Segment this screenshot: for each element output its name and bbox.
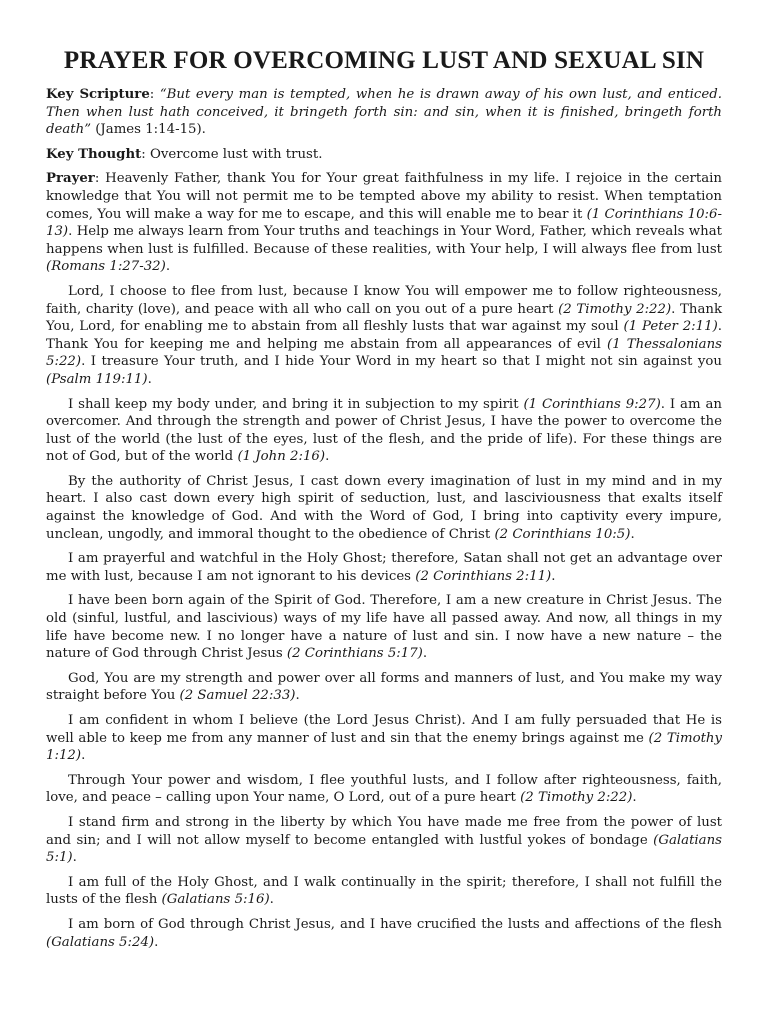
paragraph-text: Through Your power and wisdom, I flee youthful lusts, and I follow after righteousness, faith, love, and peace – calling upon Your name, O Lord, out of a pure heart — [46, 772, 722, 806]
prayer-paragraph-2 — [46, 283, 722, 389]
paragraph-text: I am born of God through Christ Jesus, and I have crucified the lusts and affections of the flesh — [68, 916, 722, 932]
scripture-reference: (2 Corinthians 10:5) — [494, 526, 631, 542]
prayer-paragraph-11 — [46, 874, 722, 909]
paragraph-text: . — [422, 646, 428, 662]
scripture-reference: (Galatians 5:24) — [46, 934, 155, 950]
paragraph-text: . I treasure Your truth, and I hide Your Word in my heart so that I might not sin against you — [81, 354, 722, 370]
prayer-paragraph-3 — [46, 396, 722, 466]
prayer-paragraph-7 — [46, 670, 722, 705]
prayer-paragraph-1: Prayer: Heavenly Father, thank You for Your great faithfulness in my life. I rejoice in the certain knowledge that You will not permit me to be tempted above my ability to resist. When temptation comes, You will make a way for me to escape, and this will enable me to bear it (1 Corinthians 10:6-13). Help me always learn from Your truths and teachings in Your Word, Father, which reveals what happens when lust is fulfilled. Because of these realities, with Your help, I will always flee from lust (Romans 1:27-32). — [46, 171, 722, 275]
paragraph-text: Heavenly Father, thank You for Your great faithfulness in my life. I rejoice in the certain knowledge that You will not permit me to be tempted above my ability to resist. When temptation comes, You will make a way for me to escape, and this will enable me to bear it — [46, 171, 722, 222]
prayer-label: Prayer — [46, 171, 95, 187]
scripture-reference: (1 Peter 2:11) — [623, 319, 718, 335]
paragraph-text: . — [632, 790, 637, 806]
key-scripture-quote: “But every man is tempted, when he is drawn away of his own lust, and enticed. Then when lust hath conceived, it bringeth forth sin: and sin, when it is finished, bringeth forth death” — [46, 87, 722, 138]
key-thought-label: Key Thought — [46, 146, 142, 162]
scripture-reference: (2 Corinthians 5:17) — [286, 646, 423, 662]
prayer-paragraph-10 — [46, 814, 722, 867]
paragraph-text: I am prayerful and watchful in the Holy Ghost; therefore, Satan shall not get an advantage over me with lust, because I am not ignorant to his devices — [46, 551, 722, 584]
paragraph-text: . I am an overcomer. And through the strength and power of Christ Jesus, I have the power to overcome the lust of the world (the lust of the eyes, lust of the flesh, and the pride of life). For these things are not of God, but of the world — [46, 396, 722, 465]
paragraph-text: I am full of the Holy Ghost, and I walk continually in the spirit; therefore, I shall not fulfill the lusts of the flesh — [46, 874, 722, 908]
paragraph-text: Lord, I choose to flee from lust, because I know You will empower me to follow righteousness, faith, charity (love), and peace with all who call on you out of a pure heart — [46, 283, 722, 317]
prayer-paragraph-5 — [46, 550, 722, 585]
scripture-reference: (Galatians 5:16) — [161, 892, 270, 908]
paragraph-text: I am confident in whom I believe (the Lord Jesus Christ). And I am fully persuaded that He is well able to keep me from any manner of lust and sin that the enemy brings against me — [46, 713, 722, 746]
prayer-paragraph-12 — [46, 916, 722, 951]
key-thought: Key Thought: Overcome lust with trust. — [46, 146, 323, 162]
paragraph-text: . — [325, 449, 330, 465]
scripture-reference: (Romans 1:27-32) — [46, 259, 166, 275]
scripture-reference: (2 Corinthians 2:11) — [415, 568, 552, 584]
prayer-paragraph-4 — [46, 473, 722, 543]
scripture-reference: (2 Timothy 2:22) — [558, 301, 672, 317]
paragraph-text: . Thank You, Lord, for enabling me to abstain from all fleshly lusts that war against my soul — [46, 301, 723, 335]
key-scripture: Key Scripture: “But every man is tempted, when he is drawn away of his own lust, and enticed. Then when lust hath conceived, it bringeth forth sin: and sin, when it is finished, bringeth forth death” (James 1:14-15). — [46, 87, 722, 138]
scripture-reference: (Psalm 119:11) — [46, 371, 148, 387]
paragraph-text: . — [165, 259, 171, 275]
key-scripture-label: Key Scripture — [46, 87, 150, 102]
scripture-reference: (2 Timothy 1:12) — [46, 730, 722, 764]
scripture-reference: (2 Samuel 22:33) — [179, 688, 296, 704]
paragraph-text: . Help me always learn from Your truths and teachings in Your Word, Father, which reveals what happens when lust is fulfilled. Because of these realities, with Your help, I will always flee from lust — [46, 224, 722, 257]
paragraph-text: . — [72, 850, 77, 866]
paragraph-text: . — [630, 526, 635, 542]
scripture-reference: (1 John 2:16) — [237, 449, 326, 465]
paragraph-text: I stand firm and strong in the liberty by which You have made me free from the power of lust and sin; and I will not allow myself to become entangled with lustful yokes of bondage — [46, 814, 722, 848]
scripture-reference: (1 Thessalonians 5:22) — [46, 336, 722, 370]
paragraph-text: . — [295, 688, 300, 704]
prayer-paragraph-8 — [46, 712, 722, 765]
paragraph-text: I have been born again of the Spirit of God. Therefore, I am a new creature in Christ Jesus. The old (sinful, lustful, and lascivious) ways of my life have all passed away. And now, all things in my life have become new. I no longer have a nature of lust and sin. I now have a new nature – the nature of God through Christ Jesus — [46, 593, 722, 662]
paragraph-text: . Thank You for keeping me and helping me abstain from all appearances of evil — [46, 319, 722, 352]
paragraph-text: . — [551, 568, 556, 584]
paragraph-text: God, You are my strength and power over all forms and manners of lust, and You make my way straight before You — [46, 670, 722, 704]
prayer-paragraph-9 — [46, 772, 722, 807]
scripture-reference: (Galatians 5:1) — [46, 832, 722, 866]
scripture-reference: (1 Corinthians 9:27) — [523, 396, 661, 412]
scripture-reference: (1 Corinthians 10:6-13) — [46, 206, 722, 240]
paragraph-text: By the authority of Christ Jesus, I cast down every imagination of lust in my mind and in my heart. I also cast down every high spirit of seduction, lust, and lasciviousness that exalts itself against the knowledge of God. And with the Word of God, I bring into captivity every impure, unclean, ungodly, and immoral thought to the obedience of Christ — [46, 473, 722, 542]
page-title: PRAYER FOR OVERCOMING LUST AND SEXUAL SIN — [63, 47, 705, 74]
paragraph-text: . — [147, 371, 152, 387]
paragraph-text: . — [269, 892, 274, 908]
paragraph-text: . — [81, 748, 86, 764]
prayer-paragraph-6 — [46, 592, 722, 662]
paragraph-text: . — [154, 934, 159, 950]
key-scripture-reference: (James 1:14-15). — [91, 122, 206, 138]
paragraph-text: I shall keep my body under, and bring it in subjection to my spirit — [68, 396, 524, 412]
scripture-reference: (2 Timothy 2:22) — [520, 790, 633, 806]
key-thought-text: Overcome lust with trust. — [150, 146, 323, 162]
